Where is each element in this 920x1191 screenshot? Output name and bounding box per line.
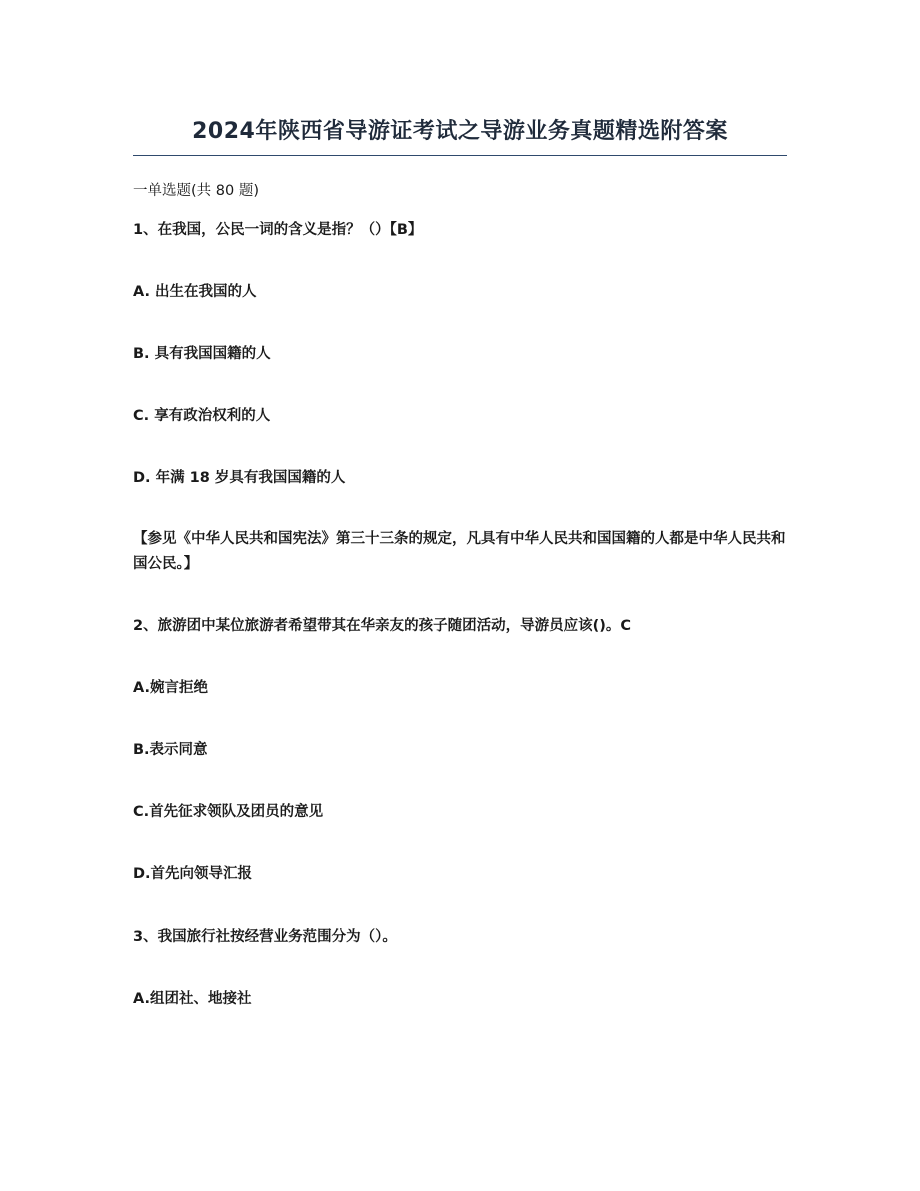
title-divider [133,155,787,156]
section-heading: 一单选题(共 80 题) [133,183,259,199]
question-3-stem: 3、我国旅行社按经营业务范围分为（）。 [133,929,397,945]
question-1-option-d: D. 年满 18 岁具有我国国籍的人 [133,470,346,486]
question-2-option-d: D.首先向领导汇报 [133,866,253,882]
question-1-option-a: A. 出生在我国的人 [133,284,257,300]
question-2-option-a: A.婉言拒绝 [133,680,208,696]
document-title: 2024年陕西省导游证考试之导游业务真题精选附答案 [192,119,728,144]
question-1-explanation: 【参见《中华人民共和国宪法》第三十三条的规定，凡具有中华人民共和国国籍的人都是中华人民共和国公民。】 [133,531,786,572]
question-1-option-c: C. 享有政治权利的人 [133,408,271,424]
question-1-option-b: B. 具有我国国籍的人 [133,346,271,362]
question-2-option-b: B.表示同意 [133,742,208,758]
question-2-stem: 2、旅游团中某位旅游者希望带其在华亲友的孩子随团活动，导游员应该()。C [133,618,631,634]
question-2-option-c: C.首先征求领队及团员的意见 [133,804,324,820]
question-3-option-a: A.组团社、地接社 [133,991,252,1007]
question-1-stem: 1、在我国，公民一词的含义是指？（）【B】 [133,222,423,238]
